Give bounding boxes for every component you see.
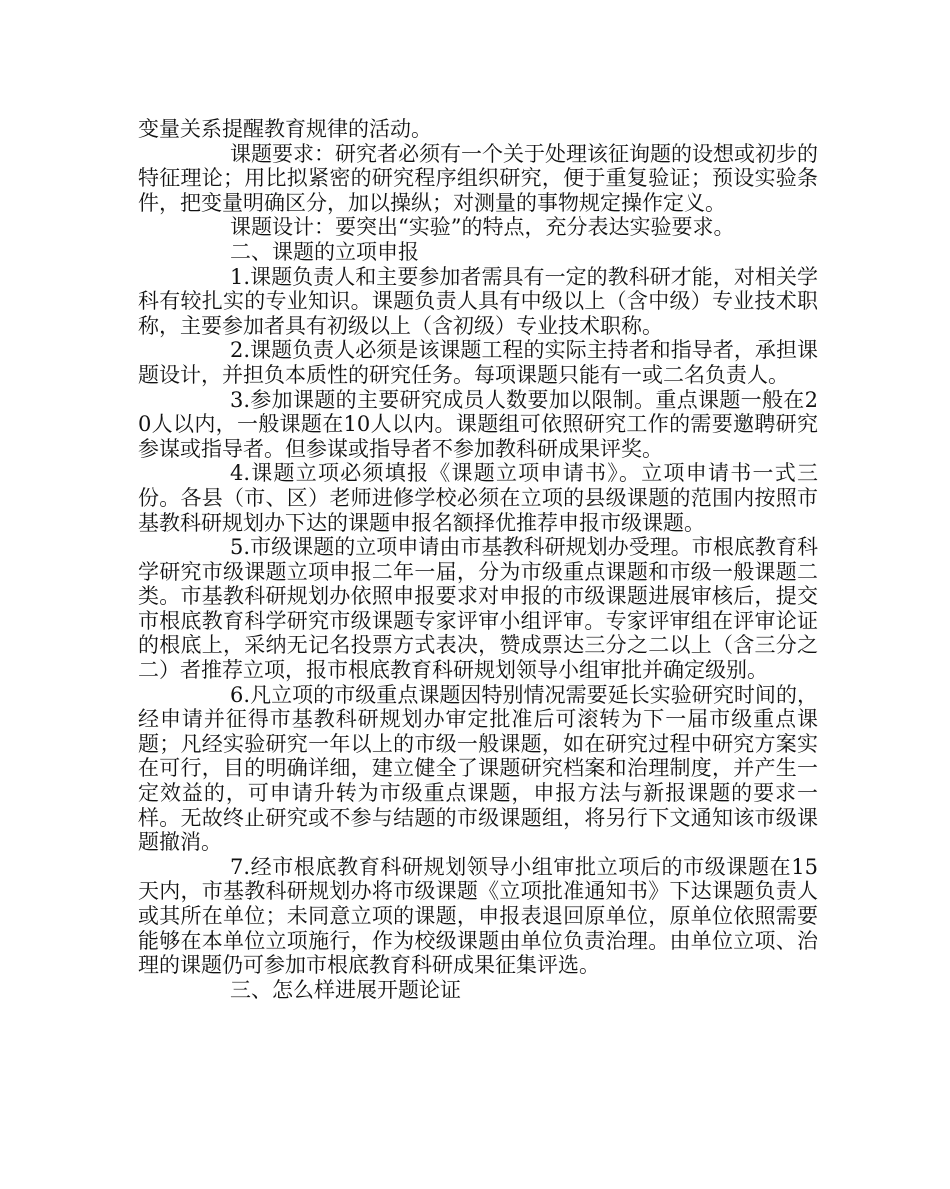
document-page xyxy=(138,117,818,1002)
paragraph-item-1: 1.课题负责人和主要参加者需具有一定的教科研才能，对相关学科有较扎实的专业知识。课题负责人具有中级以上（含中级）专业技术职称，主要参加者具有初级以上（含初级）专业技术职称。 xyxy=(138,264,818,338)
paragraph-item-2: 2.课题负责人必须是该课题工程的实际主持者和指导者，承担课题设计，并担负本质性的研究任务。每项课题只能有一或二名负责人。 xyxy=(138,338,818,387)
paragraph-item-5: 5.市级课题的立项申请由市基教科研规划办受理。市根底教育科学研究市级课题立项申报二年一届，分为市级重点课题和市级一般课题二类。市基教科研规划办依照申报要求对申报的市级课题进展审核后，提交市根底教育科学研究市级课题专家评审小组评审。专家评审组在评审论证的根底上，采纳无记名投票方式表决，赞成票达三分之二以上（含三分之二）者推荐立项，报市根底教育科研规划领导小组审批并确定级别。 xyxy=(138,535,818,683)
section-heading-project-application: 二、课题的立项申报 xyxy=(230,239,419,264)
paragraph-item-6: 6.凡立项的市级重点课题因特别情况需要延长实验研究时间的，经申请并征得市基教科研规划办审定批准后可滚转为下一届市级重点课题；凡经实验研究一年以上的市级一般课题，如在研究过程中研究方案实在可行，目的明确详细，建立健全了课题研究档案和治理制度，并产生一定效益的，可申请升转为市级重点课题，申报方法与新报课题的要求一样。无故终止研究或不参与结题的市级课题组，将另行下文通知该市级课题撤消。 xyxy=(138,682,818,855)
section-heading-opening-argument: 三、怎么样进展开题论证 xyxy=(230,977,461,1002)
paragraph-continuation: 变量关系提醒教育规律的活动。 xyxy=(138,117,432,141)
paragraph-topic-design: 课题设计：要突出“实验”的特点，充分表达实验要求。 xyxy=(230,215,735,240)
paragraph-item-3: 3.参加课题的主要研究成员人数要加以限制。重点课题一般在20人以内，一般课题在10人以内。课题组可依照研究工作的需要邀聘研究参谋或指导者。但参谋或指导者不参加教科研成果评奖。 xyxy=(138,387,818,461)
paragraph-item-4: 4.课题立项必须填报《课题立项申请书》。立项申请书一式三份。各县（市、区）老师进修学校必须在立项的县级课题的范围内按照市基教科研规划办下达的课题申报名额择优推荐申报市级课题。 xyxy=(138,461,818,535)
paragraph-item-7: 7.经市根底教育科研规划领导小组审批立项后的市级课题在15天内，市基教科研规划办将市级课题《立项批准通知书》下达课题负责人或其所在单位；未同意立项的课题，申报表退回原单位，原单位依照需要能够在本单位立项施行，作为校级课题由单位负责治理。由单位立项、治理的课题仍可参加市根底教育科研成果征集评选。 xyxy=(138,854,818,978)
paragraph-topic-requirements: 课题要求：研究者必须有一个关于处理该征询题的设想或初步的特征理论；用比拟紧密的研究程序组织研究，便于重复验证；预设实验条件，把变量明确区分，加以操纵；对测量的事物规定操作定义。 xyxy=(138,141,818,215)
